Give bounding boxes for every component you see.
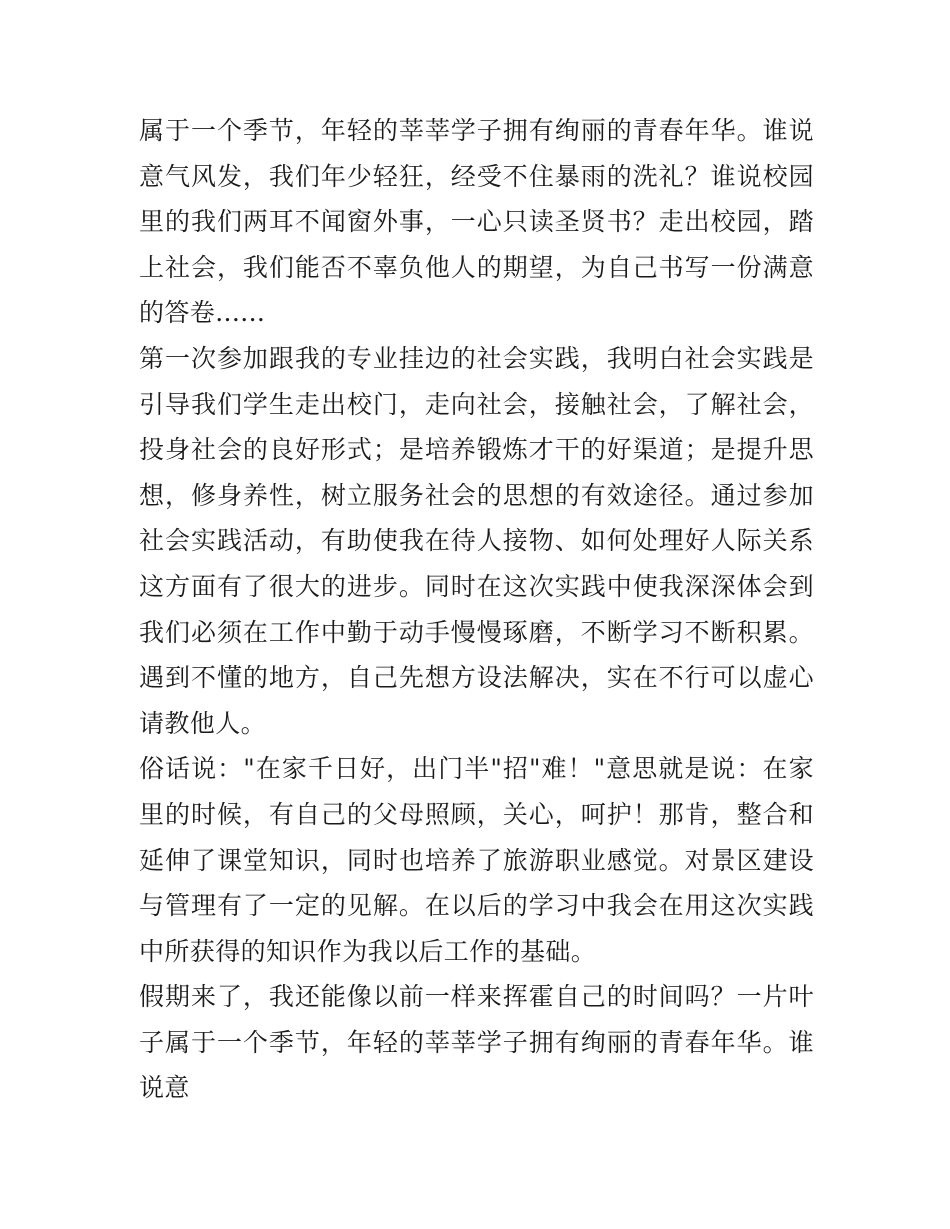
paragraph-1: 属于一个季节，年轻的莘莘学子拥有绚丽的青春年华。谁说意气风发，我们年少轻狂，经受不住暴雨的洗礼？谁说校园里的我们两耳不闻窗外事，一心只读圣贤书？走出校园，踏上社会，我们能否不辜负他人的期望，为自己书写一份满意的答卷...... xyxy=(139,116,814,328)
paragraph-2: 第一次参加跟我的专业挂边的社会实践，我明白社会实践是引导我们学生走出校门，走向社会，接触社会，了解社会，投身社会的良好形式；是培养锻炼才干的好渠道；是提升思想，修身养性，树立服务社会的思想的有效途径。通过参加社会实践活动，有助使我在待人接物、如何处理好人际关系这方面有了很大的进步。同时在这次实践中使我深深体会到我们必须在工作中勤于动手慢慢琢磨，不断学习不断积累。遇到不懂的地方，自己先想方设法解决，实在不行可以虚心请教他人。 xyxy=(139,343,814,738)
paragraph-4: 假期来了，我还能像以前一样来挥霍自己的时间吗？一片叶子属于一个季节，年轻的莘莘学子拥有绚丽的青春年华。谁说意 xyxy=(139,982,814,1103)
paragraph-3: 俗话说："在家千日好，出门半"招"难！"意思就是说：在家里的时候，有自己的父母照顾，关心，呵护！那肯，整合和延伸了课堂知识，同时也培养了旅游职业感觉。对景区建设与管理有了一定的见解。在以后的学习中我会在用这次实践中所获得的知识作为我以后工作的基础。 xyxy=(139,754,814,966)
document-body xyxy=(139,108,814,1111)
